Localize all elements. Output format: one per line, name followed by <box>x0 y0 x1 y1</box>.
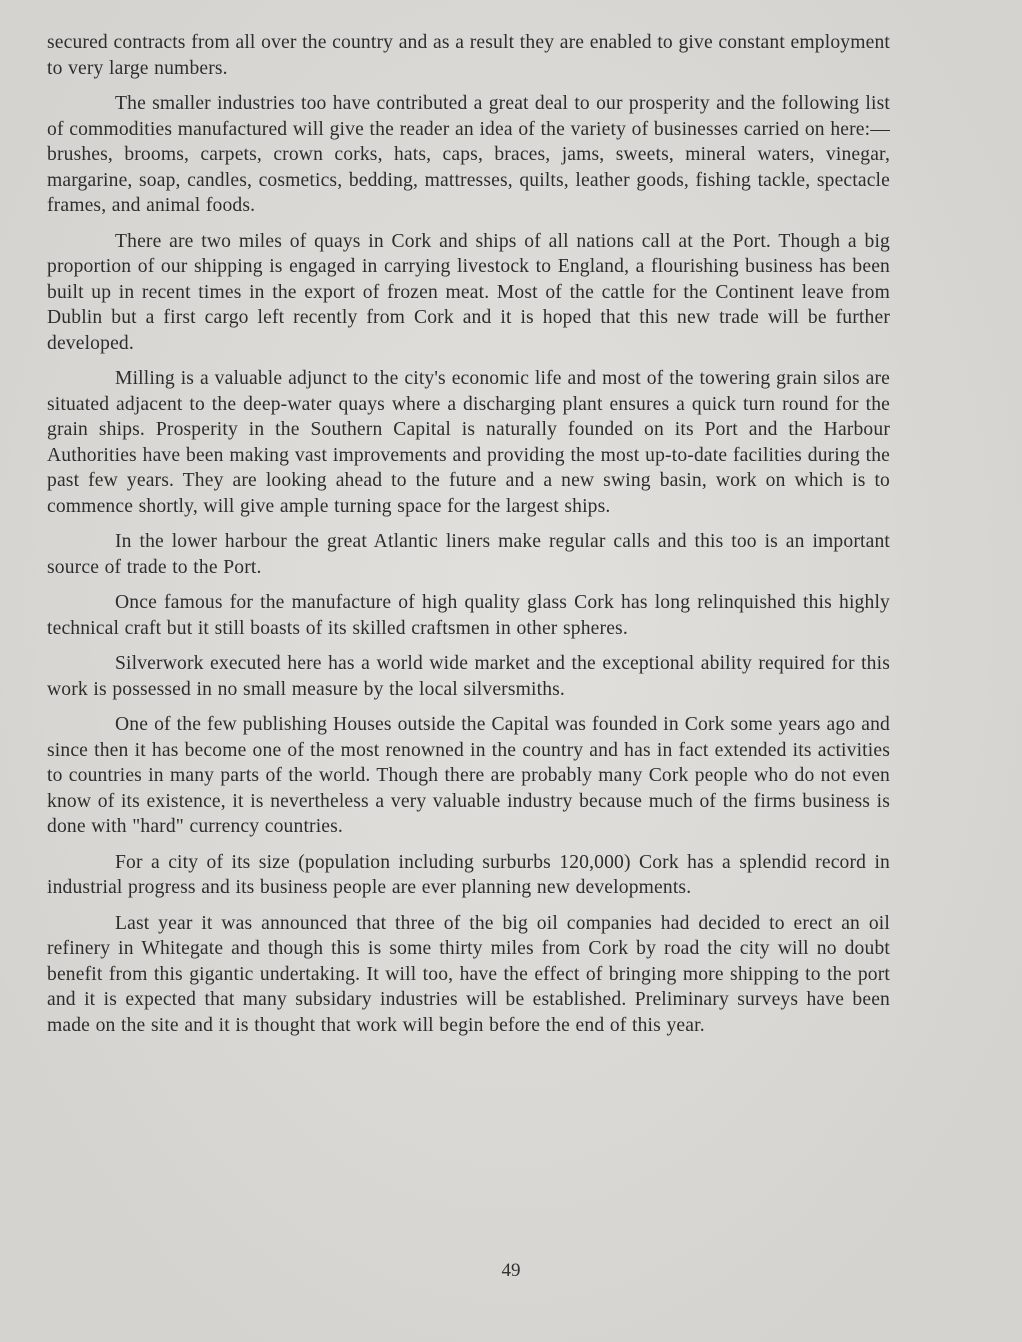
paragraph-4: Milling is a valuable adjunct to the city's economic life and most of the towering grain silos are situated adjacent to the deep-water quays where a discharging plant ensures a quick turn round for the grain ships. Prosperity in the Southern Capital is naturally founded on its Port and the Harbour Authorities have been making vast improvements and providing the most up-to-date facilities during the past few years. They are looking ahead to the future and a new swing basin, work on which is to commence shortly, will give ample turning space for the largest ships. <box>47 368 890 517</box>
paragraph-3: There are two miles of quays in Cork and ships of all nations call at the Port. Though a big proportion of our shipping is engaged in carrying livestock to England, a flourishing business has been built up in recent times in the export of frozen meat. Most of the cattle for the Continent leave from Dublin but a first cargo left recently from Cork and it is hoped that this new trade will be further developed. <box>47 230 890 354</box>
paragraph-8: One of the few publishing Houses outside the Capital was founded in Cork some years ago and since then it has become one of the most renowned in the country and has in fact extended its activities to countries in many parts of the world. Though there are probably many Cork people who do not even know of its existence, it is nevertheless a very valuable industry because much of the firms business is done with "hard" currency countries. <box>47 714 890 837</box>
body-text <box>47 30 890 1048</box>
page-number: 49 <box>501 1260 521 1281</box>
paragraph-2: The smaller industries too have contributed a great deal to our prosperity and the following list of commodities manufactured will give the reader an idea of the variety of businesses carried on here:— brushes, brooms, carpets, crown corks, hats, caps, braces, jams, sweets, mineral waters, vinegar, margarine, soap, candles, cosmetics, bedding, mattresses, quilts, leather goods, fishing tackle, spectacle frames, and animal foods. <box>47 93 890 216</box>
paragraph-9: For a city of its size (population including surburbs 120,000) Cork has a splendid record in industrial progress and its business people are ever planning new developments. <box>47 851 890 898</box>
paragraph-1: secured contracts from all over the country and as a result they are enabled to give constant employment to very large numbers. <box>47 32 890 79</box>
paragraph-6: Once famous for the manufacture of high quality glass Cork has long relinquished this highly technical craft but it still boasts of its skilled craftsmen in other spheres. <box>47 592 890 639</box>
paragraph-7: Silverwork executed here has a world wide market and the exceptional ability required for this work is possessed in no small measure by the local silversmiths. <box>47 653 890 700</box>
paragraph-5: In the lower harbour the great Atlantic liners make regular calls and this too is an important source of trade to the Port. <box>47 531 890 578</box>
paragraph-10: Last year it was announced that three of the big oil companies had decided to erect an oil refinery in Whitegate and though this is some thirty miles from Cork by road the city will no doubt benefit from this gigantic undertaking. It will too, have the effect of bringing more shipping to the port and it is expected that many subsidary industries will be established. Preliminary surveys have been made on the site and it is thought that work will begin before the end of this year. <box>47 912 890 1036</box>
